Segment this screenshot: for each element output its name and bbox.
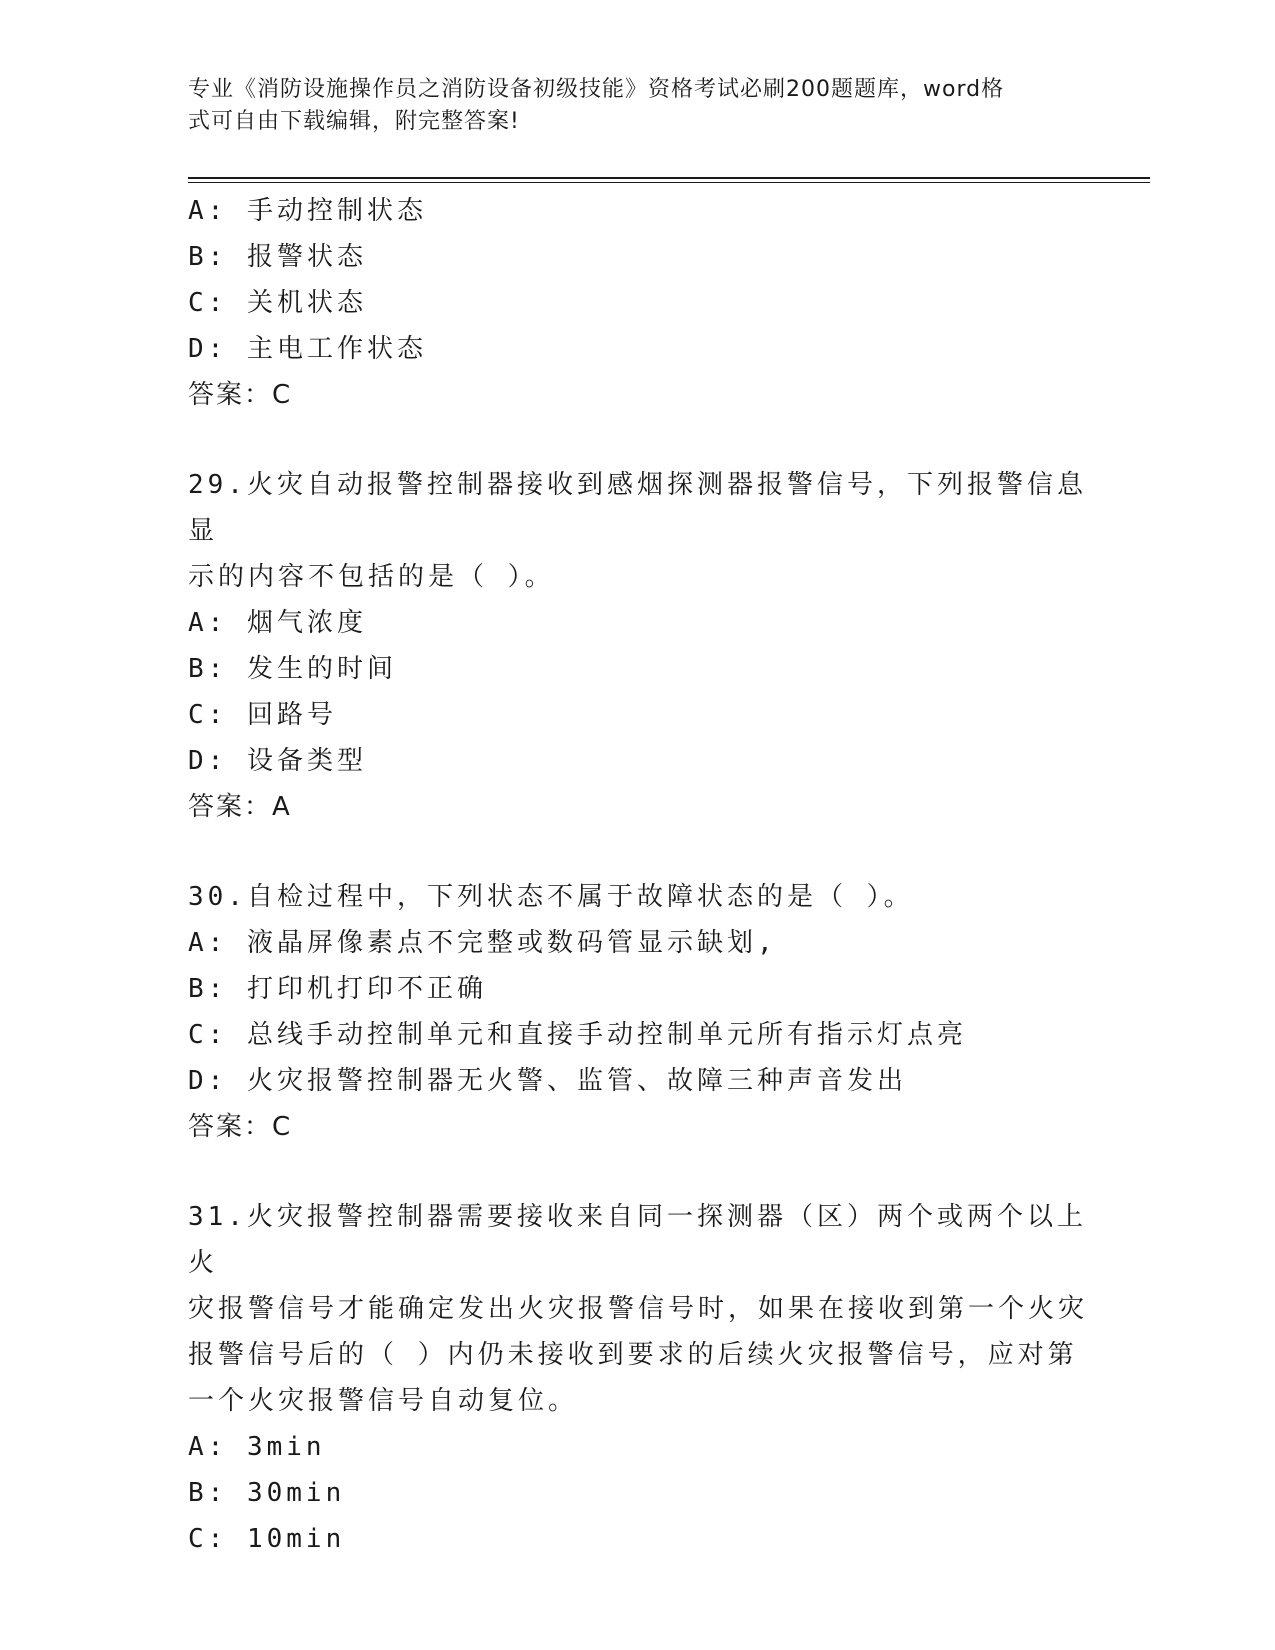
question-text-line: 报警信号后的（ ）内仍未接收到要求的后续火灾报警信号，应对第 — [188, 1340, 1078, 1370]
option-b: B: 发生的时间 — [188, 654, 397, 684]
option-c: C: 关机状态 — [188, 288, 367, 318]
document-header — [188, 74, 1088, 138]
header-divider-thick — [188, 177, 1150, 179]
option-a: A: 手动控制状态 — [188, 196, 427, 226]
option-c: C: 回路号 — [188, 700, 337, 730]
option-c: C: 10min — [188, 1524, 346, 1554]
option-d: D: 主电工作状态 — [188, 334, 427, 364]
question-28 — [188, 188, 1088, 418]
option-c: C: 总线手动控制单元和直接手动控制单元所有指示灯点亮 — [188, 1020, 967, 1050]
question-text-line: 灾报警信号才能确定发出火灾报警信号时，如果在接收到第一个火灾 — [188, 1294, 1089, 1324]
header-line-2: 式可自由下载编辑，附完整答案! — [188, 109, 520, 134]
header-divider-thin — [188, 182, 1150, 183]
option-a: A: 液晶屏像素点不完整或数码管显示缺划, — [188, 928, 777, 958]
answer: 答案：C — [188, 1112, 293, 1142]
question-list — [188, 188, 1088, 1562]
question-text-line: 一个火灾报警信号自动复位。 — [188, 1386, 579, 1416]
option-a: A: 3min — [188, 1432, 326, 1462]
question-31 — [188, 1194, 1088, 1562]
option-d: D: 设备类型 — [188, 746, 367, 776]
option-a: A: 烟气浓度 — [188, 608, 367, 638]
answer: 答案：C — [188, 380, 293, 410]
option-b: B: 打印机打印不正确 — [188, 974, 487, 1004]
option-b: B: 30min — [188, 1478, 346, 1508]
question-text-line: 31.火灾报警控制器需要接收来自同一探测器（区）两个或两个以上火 — [188, 1202, 1087, 1278]
option-b: B: 报警状态 — [188, 242, 367, 272]
option-d: D: 火灾报警控制器无火警、监管、故障三种声音发出 — [188, 1066, 907, 1096]
question-text-line: 30.自检过程中，下列状态不属于故障状态的是（ ）。 — [188, 882, 914, 912]
question-29 — [188, 462, 1088, 830]
answer: 答案：A — [188, 792, 292, 822]
question-text-line: 29.火灾自动报警控制器接收到感烟探测器报警信号，下列报警信息显 — [188, 470, 1087, 546]
question-30 — [188, 874, 1088, 1150]
header-line-1: 专业《消防设施操作员之消防设备初级技能》资格考试必刷200题题库，word格 — [188, 77, 1005, 102]
question-text-line: 示的内容不包括的是（ ）。 — [188, 562, 555, 592]
